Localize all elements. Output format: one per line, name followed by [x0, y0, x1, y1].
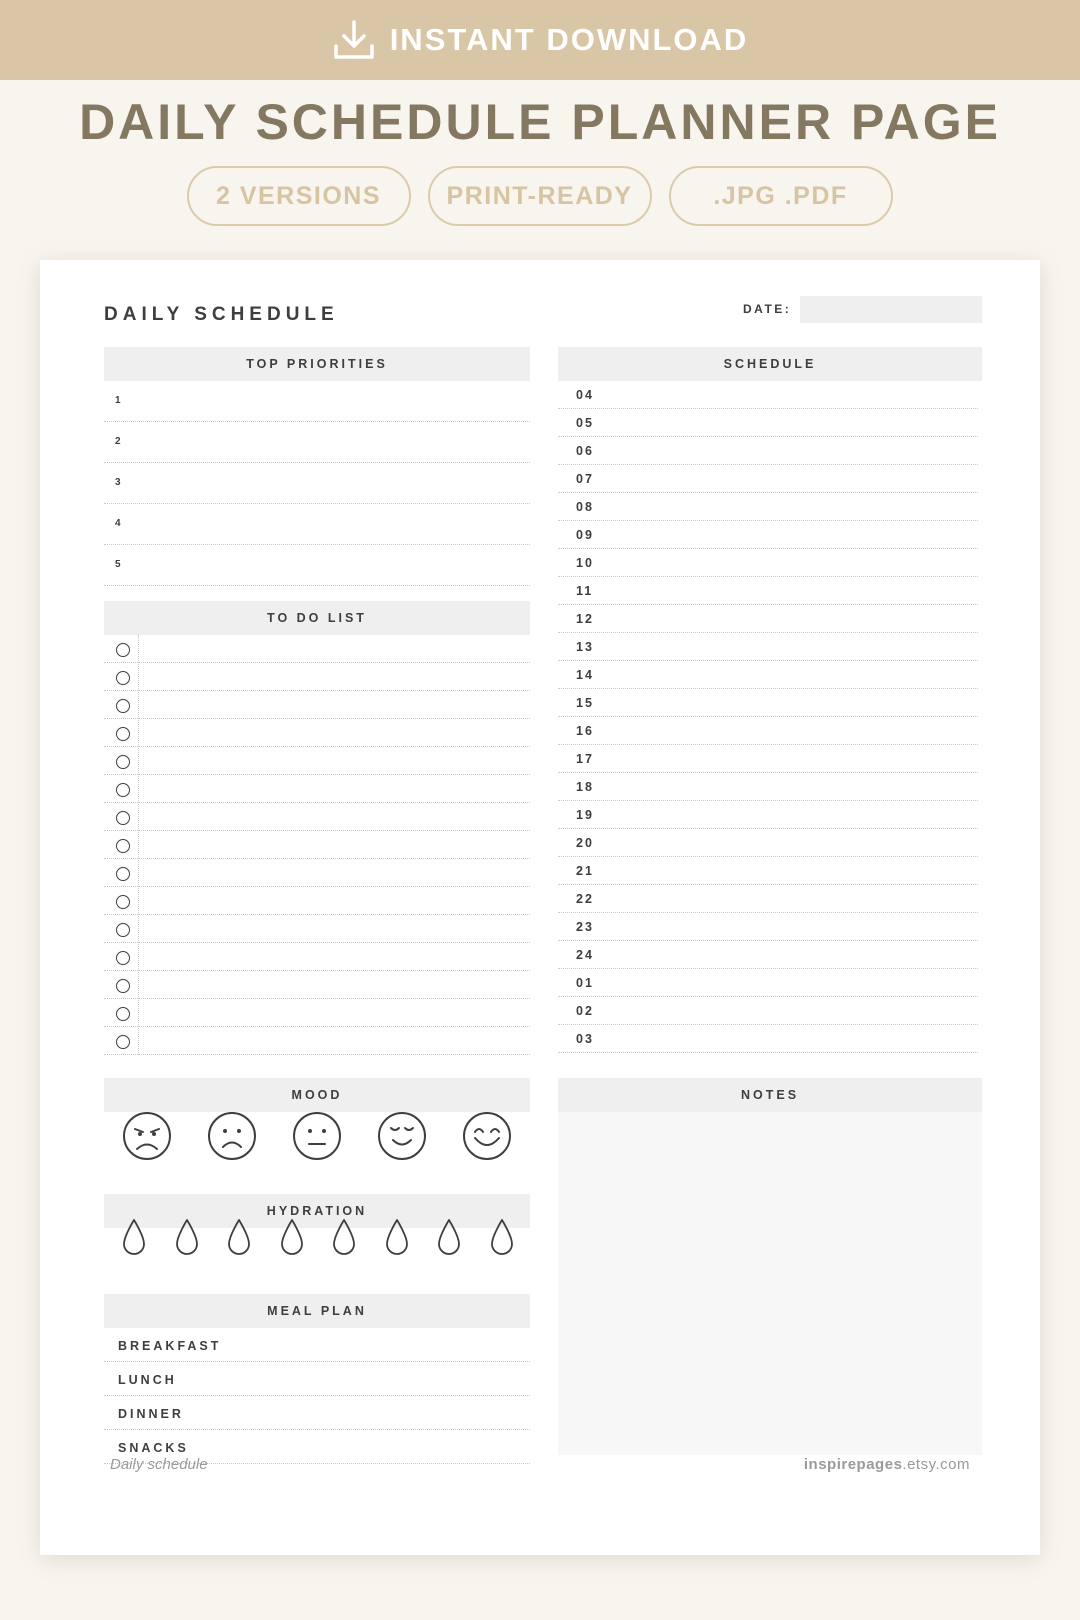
- schedule-hour: 11: [576, 584, 594, 598]
- pill-formats: .JPG .PDF: [669, 166, 893, 226]
- schedule-row[interactable]: [558, 857, 978, 885]
- schedule-hour: 19: [576, 808, 594, 822]
- schedule-hour: 23: [576, 920, 594, 934]
- section-mood: MOOD: [104, 1078, 530, 1112]
- todo-item[interactable]: [104, 971, 530, 999]
- schedule-hour: 16: [576, 724, 594, 738]
- schedule-hour: 08: [576, 500, 594, 514]
- water-drop-icon[interactable]: [331, 1218, 357, 1256]
- checkbox-circle-icon[interactable]: [116, 783, 130, 797]
- todo-item[interactable]: [104, 691, 530, 719]
- section-notes: NOTES: [558, 1078, 982, 1112]
- priority-number: 1: [115, 395, 121, 406]
- feature-pills: [0, 166, 1080, 226]
- checkbox-circle-icon[interactable]: [116, 643, 130, 657]
- todo-item[interactable]: [104, 663, 530, 691]
- todo-item[interactable]: [104, 775, 530, 803]
- priority-row[interactable]: [104, 381, 530, 422]
- checkbox-circle-icon[interactable]: [116, 923, 130, 937]
- schedule-hour: 09: [576, 528, 594, 542]
- schedule-row[interactable]: [558, 437, 978, 465]
- checkbox-circle-icon[interactable]: [116, 867, 130, 881]
- schedule-hour: 15: [576, 696, 594, 710]
- mood-row: [104, 1110, 530, 1162]
- todo-item[interactable]: [104, 887, 530, 915]
- todo-item[interactable]: [104, 719, 530, 747]
- schedule-row[interactable]: [558, 493, 978, 521]
- footer-shop-link: [804, 1456, 970, 1473]
- schedule-row[interactable]: [558, 717, 978, 745]
- todo-item[interactable]: [104, 803, 530, 831]
- schedule-hour: 12: [576, 612, 594, 626]
- checkbox-circle-icon[interactable]: [116, 839, 130, 853]
- schedule-hour: 10: [576, 556, 594, 570]
- shop-name: inspirepages: [803, 1456, 903, 1473]
- schedule-hour: 05: [576, 416, 594, 430]
- checkbox-circle-icon[interactable]: [116, 1035, 130, 1049]
- schedule-hour: 22: [576, 892, 594, 906]
- meal-label: SNACKS: [118, 1441, 189, 1455]
- checkbox-circle-icon[interactable]: [116, 755, 130, 769]
- water-drop-icon[interactable]: [279, 1218, 305, 1256]
- schedule-hour: 17: [576, 752, 594, 766]
- todo-item[interactable]: [104, 831, 530, 859]
- schedule-row[interactable]: [558, 577, 978, 605]
- section-to-do-list: TO DO LIST: [104, 601, 530, 635]
- sheet-title: DAILY SCHEDULE: [104, 304, 339, 325]
- section-meal-plan: MEAL PLAN: [104, 1294, 530, 1328]
- schedule-row[interactable]: [558, 381, 978, 409]
- water-drop-icon[interactable]: [226, 1218, 252, 1256]
- schedule-row[interactable]: [558, 409, 978, 437]
- pill-print-ready: PRINT-READY: [428, 166, 652, 226]
- schedule-row[interactable]: [558, 689, 978, 717]
- schedule-row[interactable]: [558, 829, 978, 857]
- schedule-row[interactable]: [558, 605, 978, 633]
- instant-download-banner: [0, 0, 1080, 80]
- priority-row[interactable]: [104, 422, 530, 463]
- schedule-hour: 01: [576, 976, 594, 990]
- pill-versions: 2 VERSIONS: [187, 166, 411, 226]
- priority-row[interactable]: [104, 504, 530, 545]
- section-hydration: HYDRATION: [104, 1194, 530, 1228]
- sad-face-icon[interactable]: [206, 1110, 258, 1162]
- water-drop-icon[interactable]: [121, 1218, 147, 1256]
- schedule-row[interactable]: [558, 969, 978, 997]
- schedule-row[interactable]: [558, 521, 978, 549]
- checkbox-circle-icon[interactable]: [116, 699, 130, 713]
- checkbox-circle-icon[interactable]: [116, 951, 130, 965]
- neutral-face-icon[interactable]: [291, 1110, 343, 1162]
- water-drop-icon[interactable]: [489, 1218, 515, 1256]
- schedule-hour: 21: [576, 864, 594, 878]
- priority-number: 5: [115, 559, 121, 570]
- banner-text: INSTANT DOWNLOAD: [389, 22, 749, 57]
- priority-number: 3: [115, 477, 121, 488]
- todo-item[interactable]: [104, 859, 530, 887]
- schedule-hour: 07: [576, 472, 594, 486]
- schedule-row[interactable]: [558, 745, 978, 773]
- checkbox-circle-icon[interactable]: [116, 727, 130, 741]
- schedule-hour: 13: [576, 640, 594, 654]
- footer-caption: Daily schedule: [110, 1456, 208, 1473]
- schedule-row[interactable]: [558, 941, 978, 969]
- section-schedule: SCHEDULE: [558, 347, 982, 381]
- checkbox-circle-icon[interactable]: [116, 1007, 130, 1021]
- todo-item[interactable]: [104, 635, 530, 663]
- schedule-row[interactable]: [558, 885, 978, 913]
- schedule-row[interactable]: [558, 633, 978, 661]
- schedule-hour: 24: [576, 948, 594, 962]
- angry-face-icon[interactable]: [121, 1110, 173, 1162]
- schedule-row[interactable]: [558, 773, 978, 801]
- priority-number: 2: [115, 436, 121, 447]
- priority-row[interactable]: [104, 545, 530, 586]
- schedule-hour: 02: [576, 1004, 594, 1018]
- priority-row[interactable]: [104, 463, 530, 504]
- todo-item[interactable]: [104, 943, 530, 971]
- schedule-hour: 20: [576, 836, 594, 850]
- content-face-icon[interactable]: [376, 1110, 428, 1162]
- schedule-row[interactable]: [558, 549, 978, 577]
- schedule-row[interactable]: [558, 465, 978, 493]
- priority-number: 4: [115, 518, 121, 529]
- hydration-row: [104, 1218, 530, 1258]
- date-field[interactable]: [800, 296, 982, 323]
- page-headline: DAILY SCHEDULE PLANNER PAGE: [79, 94, 1001, 150]
- schedule-hour: 03: [576, 1032, 594, 1046]
- planner-sheet: [40, 260, 1040, 1555]
- todo-item[interactable]: [104, 999, 530, 1027]
- water-drop-icon[interactable]: [384, 1218, 410, 1256]
- meal-label: DINNER: [118, 1407, 184, 1421]
- schedule-hour: 18: [576, 780, 594, 794]
- checkbox-circle-icon[interactable]: [116, 671, 130, 685]
- meal-row-dinner[interactable]: [104, 1396, 530, 1430]
- section-top-priorities: TOP PRIORITIES: [104, 347, 530, 381]
- shop-domain: .etsy.com: [902, 1456, 970, 1473]
- download-icon: [332, 18, 376, 62]
- todo-item[interactable]: [104, 1027, 530, 1055]
- schedule-row[interactable]: [558, 801, 978, 829]
- todo-divider: [138, 635, 139, 1055]
- happy-face-icon[interactable]: [461, 1110, 513, 1162]
- schedule-row[interactable]: [558, 913, 978, 941]
- todo-item[interactable]: [104, 747, 530, 775]
- schedule-hour: 06: [576, 444, 594, 458]
- schedule-row[interactable]: [558, 1025, 978, 1053]
- checkbox-circle-icon[interactable]: [116, 895, 130, 909]
- water-drop-icon[interactable]: [436, 1218, 462, 1256]
- schedule-hour: 14: [576, 668, 594, 682]
- schedule-row[interactable]: [558, 661, 978, 689]
- checkbox-circle-icon[interactable]: [116, 811, 130, 825]
- notes-area[interactable]: [558, 1112, 982, 1455]
- meal-row-lunch[interactable]: [104, 1362, 530, 1396]
- schedule-hour: 04: [576, 388, 594, 402]
- meal-label: BREAKFAST: [118, 1339, 222, 1353]
- date-label: DATE:: [743, 302, 792, 316]
- schedule-row[interactable]: [558, 997, 978, 1025]
- checkbox-circle-icon[interactable]: [116, 979, 130, 993]
- meal-label: LUNCH: [118, 1373, 177, 1387]
- todo-item[interactable]: [104, 915, 530, 943]
- water-drop-icon[interactable]: [174, 1218, 200, 1256]
- meal-row-breakfast[interactable]: [104, 1328, 530, 1362]
